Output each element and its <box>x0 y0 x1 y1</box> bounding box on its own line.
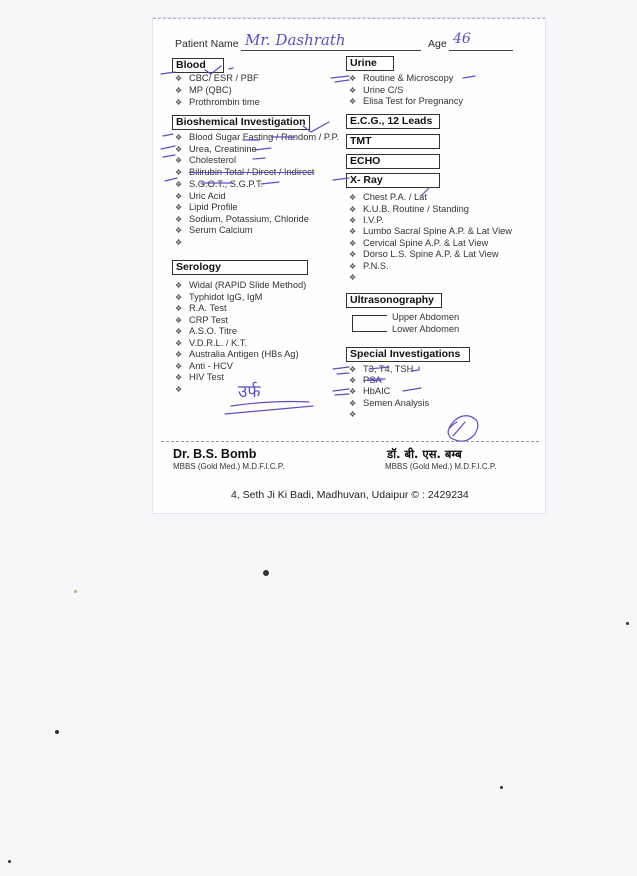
urine-heading: Urine <box>346 56 394 71</box>
echo-heading: ECHO <box>346 154 440 169</box>
doctor-qual-en: MBBS (Gold Med.) M.D.F.I.C.P. <box>173 462 285 471</box>
list-item: ❖ Anti - HCV <box>175 361 233 371</box>
list-item: ❖ HbAIC <box>349 386 391 396</box>
list-item: Upper Abdomen <box>392 312 460 322</box>
list-item: ❖ Bilirubin Total / Direct / Indirect <box>175 167 315 177</box>
list-item: ❖ K.U.B. Routine / Standing <box>349 204 469 214</box>
blood-heading: Blood <box>172 58 224 73</box>
list-item: ❖ <box>349 273 357 282</box>
patient-name-value: Mr. Dashrath <box>245 31 346 49</box>
list-item: ❖ A.S.O. Titre <box>175 326 238 336</box>
doctor-name-en: Dr. B.S. Bomb <box>173 447 257 461</box>
scan-speck <box>55 730 59 734</box>
prescription-sheet <box>153 18 545 513</box>
list-item: ❖ Chest P.A. / Lat <box>349 192 427 202</box>
list-item: ❖ V.D.R.L. / K.T. <box>175 338 248 348</box>
scan-speck <box>626 622 629 625</box>
list-item: ❖ Lumbo Sacral Spine A.P. & Lat View <box>349 226 513 236</box>
list-item: ❖ Urine C/S <box>349 85 404 95</box>
tmt-heading: TMT <box>346 134 440 149</box>
biochem-heading: Bioshemical Investigation <box>172 115 310 130</box>
doctor-name-hi: डॉ. बी. एस. बम्ब <box>387 447 462 461</box>
scan-speck <box>263 570 269 576</box>
list-item: ❖ <box>349 410 357 419</box>
list-item: ❖ <box>175 385 183 394</box>
list-item: ❖ CBC/ ESR / PBF <box>175 73 259 83</box>
list-item: ❖ S.G.O.T., S.G.P.T. <box>175 179 264 189</box>
patient-name-label: Patient Name <box>175 38 239 50</box>
list-item: ❖ T3, T4, TSH <box>349 364 414 374</box>
list-item: ❖ PSA <box>349 375 382 385</box>
pen-marks <box>153 18 545 513</box>
list-item: ❖ Prothrombin time <box>175 97 260 107</box>
list-item: ❖ <box>175 238 183 247</box>
list-item: ❖ HIV Test <box>175 372 224 382</box>
ecg-heading: E.C.G., 12 Leads <box>346 114 440 129</box>
list-item: ❖ Dorso L.S. Spine A.P. & Lat View <box>349 249 499 259</box>
footer-divider <box>161 441 539 442</box>
list-item: ❖ Blood Sugar Fasting / Random / P.P. <box>175 132 340 142</box>
handwritten-note: उर्फ <box>238 382 261 402</box>
xray-heading: X- Ray <box>346 173 440 188</box>
list-item: ❖ MP (QBC) <box>175 85 232 95</box>
scan-speck <box>8 860 11 863</box>
list-item: Lower Abdomen <box>392 324 460 334</box>
usg-heading: Ultrasonography <box>346 293 442 308</box>
list-item: ❖ R.A. Test <box>175 303 227 313</box>
list-item: ❖ Sodium, Potassium, Chloride <box>175 214 309 224</box>
list-item: ❖ Serum Calcium <box>175 225 253 235</box>
special-heading: Special Investigations <box>346 347 470 362</box>
list-item: ❖ P.N.S. <box>349 261 389 271</box>
age-label: Age <box>428 38 447 50</box>
age-value: 46 <box>453 31 471 47</box>
doctor-qual-hi: MBBS (Gold Med.) M.D.F.I.C.P. <box>385 462 497 471</box>
list-item: ❖ Australia Antigen (HBs Ag) <box>175 349 299 359</box>
list-item: ❖ Semen Analysis <box>349 398 430 408</box>
list-item: ❖ Cervical Spine A.P. & Lat View <box>349 238 489 248</box>
list-item: ❖ Cholesterol <box>175 155 237 165</box>
clinic-address: 4, Seth Ji Ki Badi, Madhuvan, Udaipur © : 2429234 <box>231 489 469 501</box>
list-item: ❖ Urea, Creatinine <box>175 144 257 154</box>
scan-speck <box>74 590 77 593</box>
list-item: ❖ Widal (RAPID Slide Method) <box>175 280 307 290</box>
scan-speck <box>500 786 503 789</box>
list-item: ❖ Typhidot IgG, IgM <box>175 292 263 302</box>
list-item: ❖ Uric Acid <box>175 191 226 201</box>
serology-heading: Serology <box>172 260 308 275</box>
list-item: ❖ Routine & Microscopy <box>349 73 454 83</box>
list-item: ❖ I.V.P. <box>349 215 384 225</box>
list-item: ❖ CRP Test <box>175 315 228 325</box>
list-item: ❖ Elisa Test for Pregnancy <box>349 96 464 106</box>
list-item: ❖ Lipid Profile <box>175 202 238 212</box>
